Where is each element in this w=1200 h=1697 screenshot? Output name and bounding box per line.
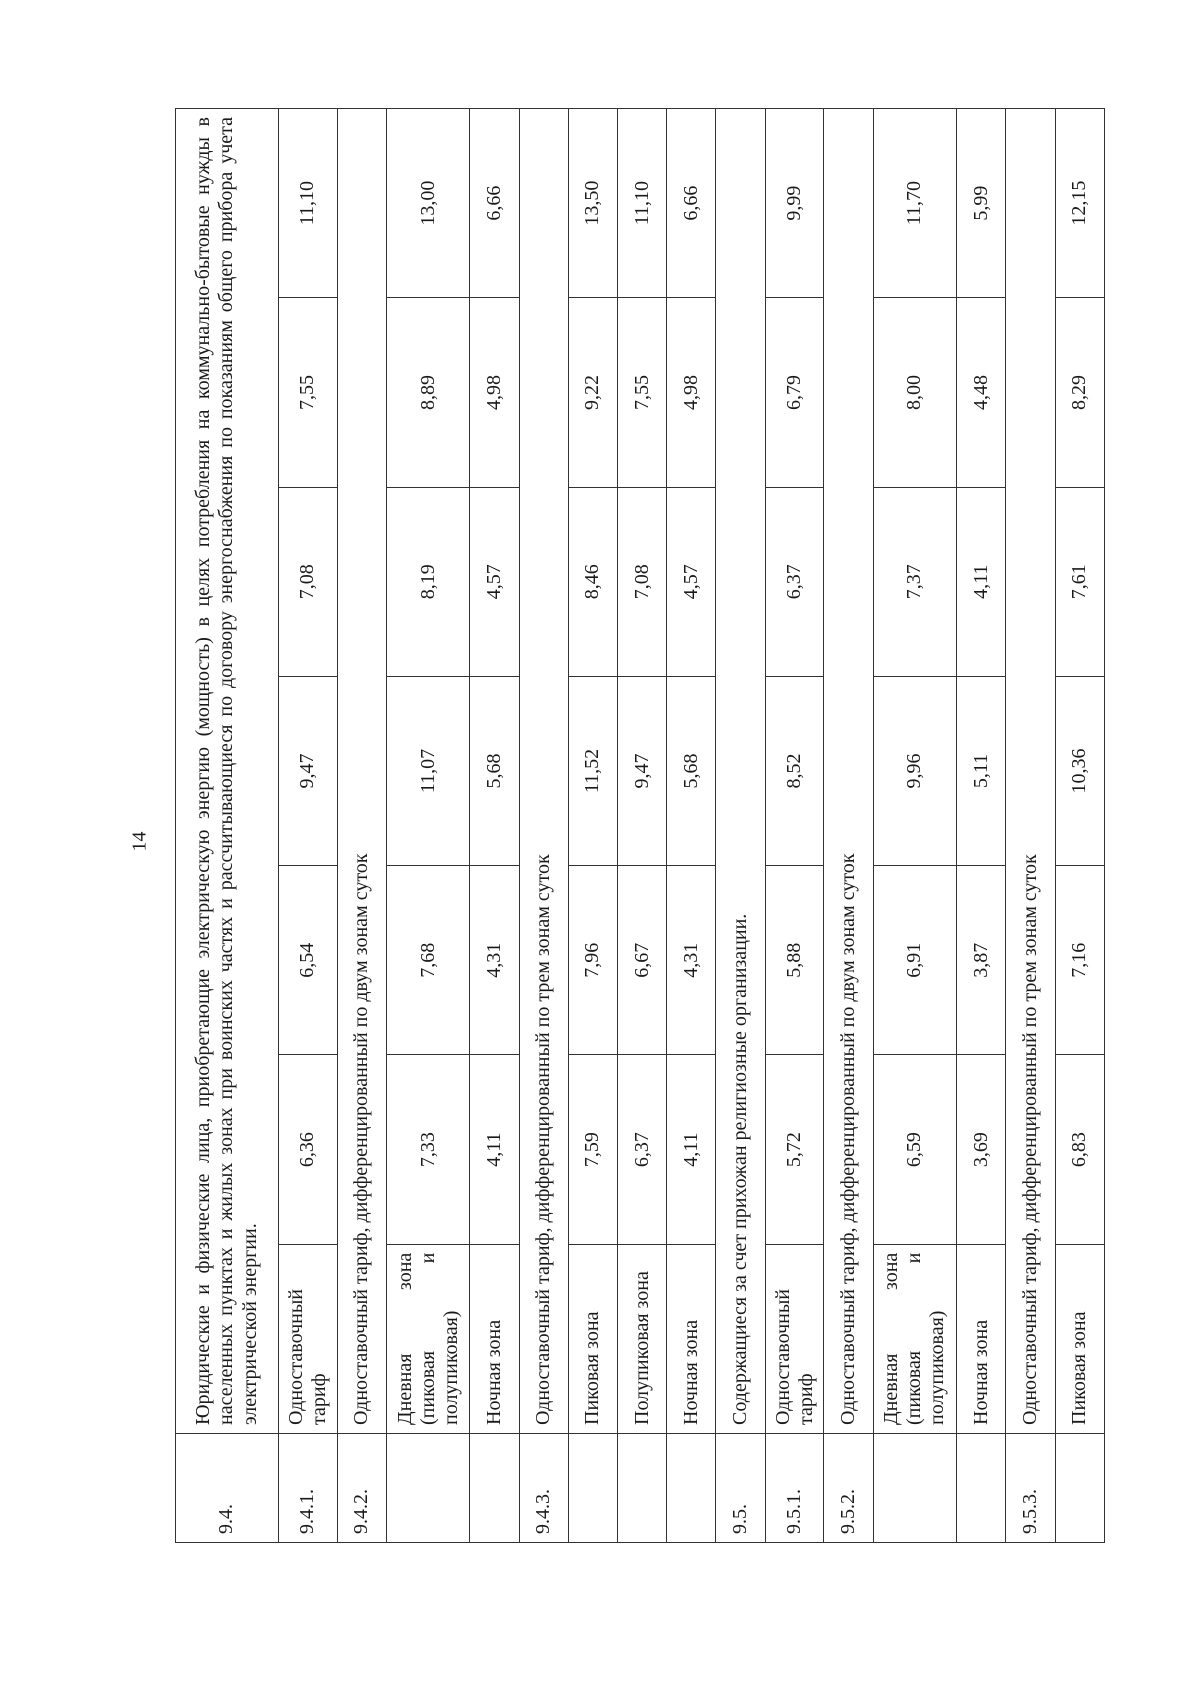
tariff-value: 10,36 <box>1055 676 1104 865</box>
table-row <box>1055 109 1104 1543</box>
table-row <box>337 109 386 1543</box>
tariff-group-title: Содержащиеся за счет прихожан религиозные организации. <box>716 109 765 1434</box>
tariff-name <box>470 1244 519 1433</box>
tariff-value: 5,88 <box>765 866 824 1055</box>
tariff-group-title: Одноставочный тариф, дифференцированный по двум зонам суток <box>824 109 873 1434</box>
tariff-value: 4,48 <box>957 298 1006 487</box>
tariff-value: 8,00 <box>873 298 956 487</box>
row-number: 9.4.1. <box>278 1434 337 1543</box>
tariff-table <box>175 108 1105 1543</box>
tariff-value: 5,11 <box>957 676 1006 865</box>
tariff-group-title: Одноставочный тариф, дифференцированный по двум зонам суток <box>337 109 386 1434</box>
tariff-value: 7,96 <box>568 866 617 1055</box>
tariff-value: 9,47 <box>617 676 666 865</box>
tariff-name <box>386 1244 469 1433</box>
tariff-name-text: Дневная зона (пиковая и полупиковая) <box>880 1252 949 1425</box>
tariff-value: 4,98 <box>667 298 716 487</box>
table-row <box>617 109 666 1543</box>
tariff-value: 6,37 <box>617 1055 666 1244</box>
tariff-value: 6,66 <box>470 109 519 298</box>
tariff-value: 6,67 <box>617 866 666 1055</box>
table-row <box>873 109 956 1543</box>
tariff-value: 5,68 <box>667 676 716 865</box>
tariff-value: 11,52 <box>568 676 617 865</box>
tariff-value: 6,79 <box>765 298 824 487</box>
tariff-name-text: Дневная зона (пиковая и полупиковая) <box>393 1252 462 1425</box>
tariff-value: 12,15 <box>1055 109 1104 298</box>
tariff-value: 8,29 <box>1055 298 1104 487</box>
tariff-value: 4,11 <box>957 487 1006 676</box>
tariff-value: 8,52 <box>765 676 824 865</box>
tariff-value: 7,08 <box>617 487 666 676</box>
row-number <box>617 1434 666 1543</box>
tariff-value: 7,08 <box>278 487 337 676</box>
tariff-value: 7,59 <box>568 1055 617 1244</box>
tariff-value: 6,36 <box>278 1055 337 1244</box>
table-row <box>519 109 568 1543</box>
tariff-value: 8,46 <box>568 487 617 676</box>
tariff-value: 6,91 <box>873 866 956 1055</box>
tariff-name-text: Одноставочный тариф <box>771 1289 817 1425</box>
page-number: 14 <box>128 831 151 852</box>
tariff-value: 7,68 <box>386 866 469 1055</box>
row-number: 9.5.1. <box>765 1434 824 1543</box>
tariff-name-text: Пиковая зона <box>1068 1311 1091 1425</box>
row-number <box>1055 1434 1104 1543</box>
row-number: 9.4.2. <box>337 1434 386 1543</box>
tariff-value: 6,59 <box>873 1055 956 1244</box>
tariff-value: 11,07 <box>386 676 469 865</box>
tariff-name-text: Ночная зона <box>482 1319 505 1425</box>
table-row <box>957 109 1006 1543</box>
tariff-value: 7,33 <box>386 1055 469 1244</box>
tariff-table-body <box>176 109 1105 1543</box>
tariff-value: 8,19 <box>386 487 469 676</box>
tariff-value: 11,70 <box>873 109 956 298</box>
row-number: 9.4. <box>176 1434 279 1543</box>
tariff-value: 6,83 <box>1055 1055 1104 1244</box>
tariff-value: 3,69 <box>957 1055 1006 1244</box>
row-number <box>957 1434 1006 1543</box>
tariff-value: 6,54 <box>278 866 337 1055</box>
row-number <box>568 1434 617 1543</box>
tariff-name <box>1055 1244 1104 1433</box>
tariff-value: 11,10 <box>617 109 666 298</box>
tariff-name-text: Пиковая зона <box>581 1311 604 1425</box>
tariff-value: 13,50 <box>568 109 617 298</box>
table-row <box>824 109 873 1543</box>
tariff-value: 9,47 <box>278 676 337 865</box>
table-row <box>278 109 337 1543</box>
tariff-name <box>568 1244 617 1433</box>
table-row <box>470 109 519 1543</box>
section-title: Юридические и физические лица, приобретающие электрическую энергию (мощность) в целях потребления на коммунально-бытовые нужды в населенных пунктах и жилых зонах при воинских частях и рассчитывающиеся по договору энергоснабжения по показаниям общего прибора учета электрической энергии. <box>176 109 279 1434</box>
tariff-name <box>278 1244 337 1433</box>
tariff-value: 13,00 <box>386 109 469 298</box>
row-number: 9.5. <box>716 1434 765 1543</box>
tariff-value: 6,66 <box>667 109 716 298</box>
row-number <box>873 1434 956 1543</box>
tariff-name <box>765 1244 824 1433</box>
tariff-value: 9,22 <box>568 298 617 487</box>
table-row <box>667 109 716 1543</box>
tariff-value: 7,16 <box>1055 866 1104 1055</box>
table-row <box>1006 109 1055 1543</box>
tariff-value: 11,10 <box>278 109 337 298</box>
table-row <box>765 109 824 1543</box>
tariff-value: 6,37 <box>765 487 824 676</box>
table-row <box>386 109 469 1543</box>
tariff-table-frame <box>175 108 1105 1543</box>
tariff-value: 7,55 <box>617 298 666 487</box>
tariff-name <box>667 1244 716 1433</box>
tariff-name-text: Ночная зона <box>969 1319 992 1425</box>
tariff-name-text: Одноставочный тариф <box>284 1289 330 1425</box>
row-number: 9.4.3. <box>519 1434 568 1543</box>
tariff-name-text: Ночная зона <box>679 1319 702 1425</box>
tariff-value: 9,99 <box>765 109 824 298</box>
row-number: 9.5.3. <box>1006 1434 1055 1543</box>
tariff-name <box>957 1244 1006 1433</box>
tariff-value: 8,89 <box>386 298 469 487</box>
tariff-name <box>873 1244 956 1433</box>
tariff-value: 5,68 <box>470 676 519 865</box>
tariff-name <box>617 1244 666 1433</box>
tariff-value: 7,37 <box>873 487 956 676</box>
tariff-value: 5,72 <box>765 1055 824 1244</box>
table-row <box>716 109 765 1543</box>
tariff-value: 4,57 <box>667 487 716 676</box>
tariff-value: 4,11 <box>470 1055 519 1244</box>
tariff-value: 4,57 <box>470 487 519 676</box>
tariff-group-title: Одноставочный тариф, дифференцированный по трем зонам суток <box>1006 109 1055 1434</box>
table-row <box>176 109 279 1543</box>
row-number <box>470 1434 519 1543</box>
tariff-value: 3,87 <box>957 866 1006 1055</box>
tariff-table-rotated <box>175 108 1105 1543</box>
tariff-value: 4,31 <box>470 866 519 1055</box>
row-number <box>386 1434 469 1543</box>
tariff-value: 5,99 <box>957 109 1006 298</box>
tariff-name-text: Полупиковая зона <box>630 1271 653 1425</box>
tariff-value: 4,31 <box>667 866 716 1055</box>
row-number <box>667 1434 716 1543</box>
table-row <box>568 109 617 1543</box>
tariff-group-title: Одноставочный тариф, дифференцированный по трем зонам суток <box>519 109 568 1434</box>
tariff-value: 4,98 <box>470 298 519 487</box>
row-number: 9.5.2. <box>824 1434 873 1543</box>
tariff-value: 4,11 <box>667 1055 716 1244</box>
tariff-value: 9,96 <box>873 676 956 865</box>
tariff-value: 7,55 <box>278 298 337 487</box>
tariff-value: 7,61 <box>1055 487 1104 676</box>
